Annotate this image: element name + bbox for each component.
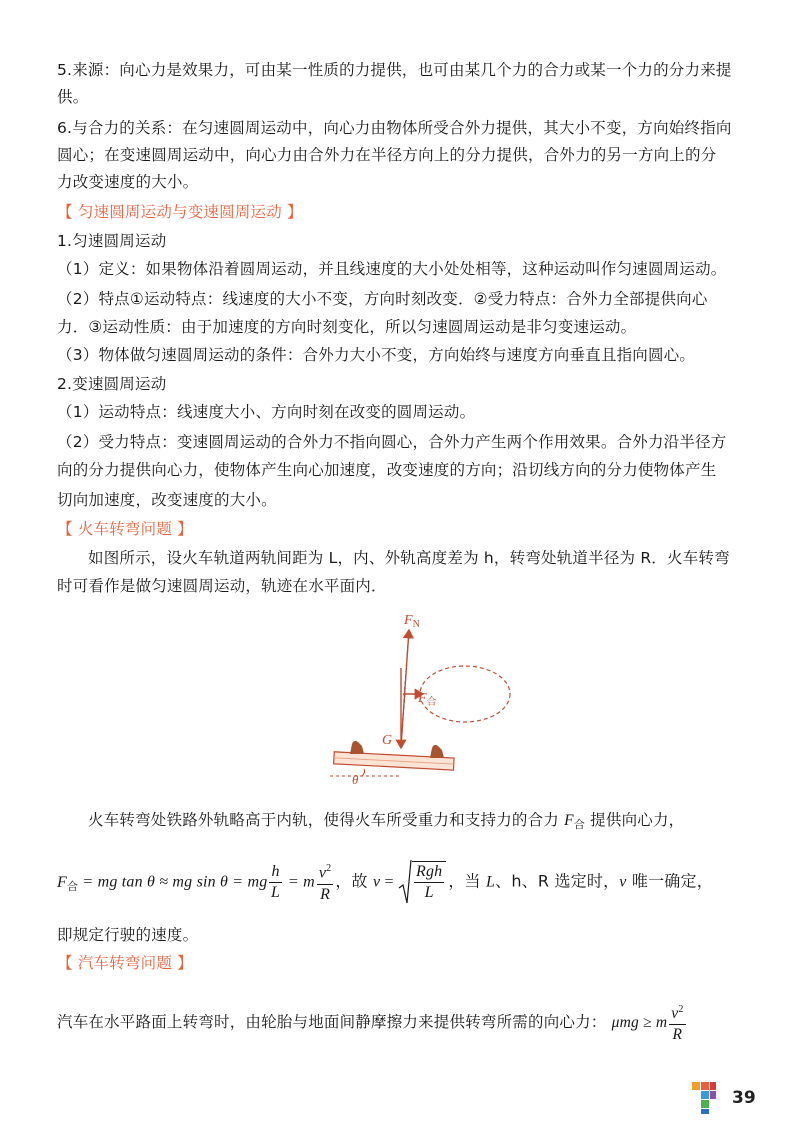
- fn-label: $F_N$: [404, 613, 420, 630]
- text-line: 力．③运动性质：由于加速度的方向时刻变化，所以匀速圆周运动是非匀变速运动。: [57, 318, 637, 336]
- text-line: 供。: [57, 88, 89, 106]
- page-number: 39: [732, 1088, 756, 1108]
- theta-label: θ: [352, 772, 359, 787]
- text-line: 切向加速度，改变速度的大小。: [57, 491, 277, 509]
- train-turn-figure: [320, 608, 530, 793]
- publisher-logo: [690, 1080, 718, 1116]
- section-heading: 【 火车转弯问题 】: [57, 520, 193, 538]
- fhe-label: $F_合$: [418, 691, 437, 708]
- text-line: （1）定义：如果物体沿着圆周运动，并且线速度的大小处处相等，这种运动叫作匀速圆周运动。: [57, 260, 727, 278]
- text-line: （3）物体做匀速圆周运动的条件：合外力大小不变，方向始终与速度方向垂直且指向圆心。: [57, 346, 696, 364]
- text-line: 火车转弯处铁路外轨略高于内轨，使得火车所受重力和支持力的合力 $F_合$ 提供向心力，: [88, 811, 685, 831]
- section-heading: 【 匀速圆周运动与变速圆周运动 】: [57, 203, 303, 221]
- text-line: 力改变速度的大小。: [57, 173, 199, 191]
- text-line: 向的分力提供向心力，使物体产生向心加速度，改变速度的方向；沿切线方向的分力使物体产生: [57, 461, 717, 479]
- f-he-symbol: $F_合$: [564, 812, 586, 831]
- text-line: 圆心；在变速圆周运动中，向心力由合外力在半径方向上的分力提供，合外力的另一方向上的分: [57, 146, 717, 164]
- text-line: 即规定行驶的速度。: [57, 926, 199, 944]
- inner-rail: [350, 741, 364, 754]
- text-line: 时可看作是做匀速圆周运动，轨迹在水平面内．: [57, 577, 387, 595]
- text-line: （2）受力特点：变速圆周运动的合外力不指向圆心，合外力产生两个作用效果。合外力沿半径方: [57, 433, 727, 451]
- section-heading: 【 汽车转弯问题 】: [57, 954, 193, 972]
- train-formula: $F_合$ = mg tan θ ≈ mg sin θ = mg $\frac{h}{L}$ = m $\frac{v^2}{R}$ ，故 v = $\frac{\text{Rgh}}{L}$ ，当 L、h、R 选定时，v 唯一确定，: [57, 858, 713, 906]
- text-line: （1）运动特点：线速度大小、方向时刻在改变的圆周运动。: [57, 403, 476, 421]
- text-line: 1.匀速圆周运动: [57, 232, 167, 250]
- g-label: G: [382, 733, 393, 748]
- text-line: 如图所示，设火车轨道两轨间距为 L，内、外轨高度差为 h，转弯处轨道半径为 R．火车转弯: [88, 549, 730, 567]
- car-turn-line: 汽车在水平路面上转弯时，由轮胎与地面间静摩擦力来提供转弯所需的向心力： μmg ≥ m $\frac{v^2}{R}$: [57, 1000, 688, 1045]
- text-line: 6.与合力的关系：在匀速圆周运动中，向心力由物体所受合外力提供，其大小不变，方向始终指向: [57, 119, 732, 137]
- orbit-ellipse: [420, 666, 510, 722]
- text-line: （2）特点①运动特点：线速度的大小不变，方向时刻改变．②受力特点：合外力全部提供向心: [57, 290, 708, 308]
- text-line: 2.变速圆周运动: [57, 375, 167, 393]
- text-line: 5.来源：向心力是效果力，可由某一性质的力提供，也可由某几个力的合力或某一个力的分力来提: [57, 61, 732, 79]
- outer-rail: [430, 745, 444, 758]
